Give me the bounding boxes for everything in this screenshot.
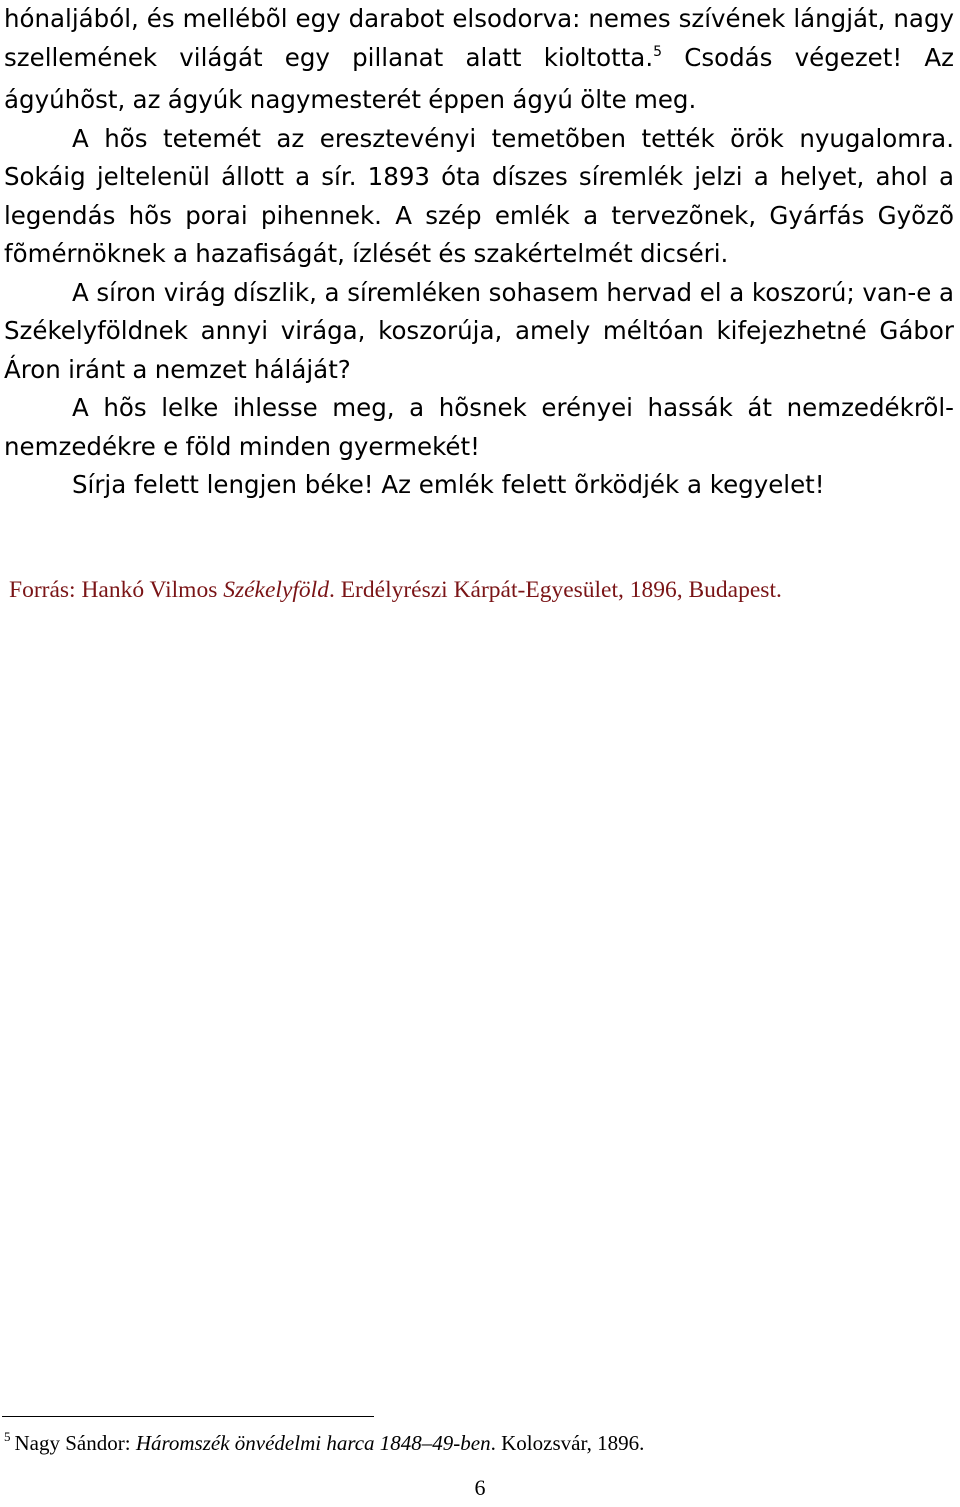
paragraph-1-text: hónaljából, és mellébõl egy darabot elsodorva: nemes szívének lángját, nagy szellemének világát egy pillanat alatt kioltotta. xyxy=(4,4,954,72)
paragraph-4: A hõs lelke ihlesse meg, a hõsnek erényei hassák át nemzedékrõl-nemzedékre e föld minden gyermekét! xyxy=(4,393,954,461)
source-prefix: Forrás: Hankó Vilmos xyxy=(9,577,224,603)
paragraph-3: A síron virág díszlik, a síremléken sohasem hervad el a koszorú; van-e a Székelyföldnek annyi virága, koszorúja, amely méltóan kifejezhetné Gábor Áron iránt a nemzet háláját? xyxy=(4,277,954,384)
footnote-reference[interactable]: 5 xyxy=(653,43,663,60)
footnote-divider xyxy=(2,1416,374,1417)
paragraph-2: A hõs tetemét az eresztevényi temetõben tették örök nyugalomra. Sokáig jeltelenül állott a sír. 1893 óta díszes síremlék jelzi a helyet, ahol a legendás hõs porai pihennek. A szép emlék a tervezõnek, Gyárfás Gyõzõ fõmérnöknek a hazafiságát, ízlését és szakértelmét dicséri. xyxy=(4,123,954,268)
paragraph-1-text-end: Csodás végezet! Az ágyúhõst, az ágyúk nagymesterét éppen ágyú ölte meg. xyxy=(4,42,954,114)
body-text xyxy=(4,0,954,505)
footnote xyxy=(4,1428,954,1461)
footnote-suffix: . Kolozsvár, 1896. xyxy=(490,1431,645,1455)
footnote-number: 5 xyxy=(4,1429,11,1444)
footnote-author: Nagy Sándor: xyxy=(14,1431,136,1455)
source-suffix: . Erdélyrészi Kárpát-Egyesület, 1896, Budapest. xyxy=(328,577,782,603)
footnote-title: Háromszék önvédelmi harca 1848–49-ben xyxy=(135,1431,491,1455)
source-citation xyxy=(9,571,954,609)
page-number: 6 xyxy=(474,1475,486,1500)
paragraph-1 xyxy=(4,0,954,120)
source-title: Székelyföld xyxy=(223,577,329,603)
paragraph-5: Sírja felett lengjen béke! Az emlék felett õrködjék a kegyelet! xyxy=(72,470,825,499)
